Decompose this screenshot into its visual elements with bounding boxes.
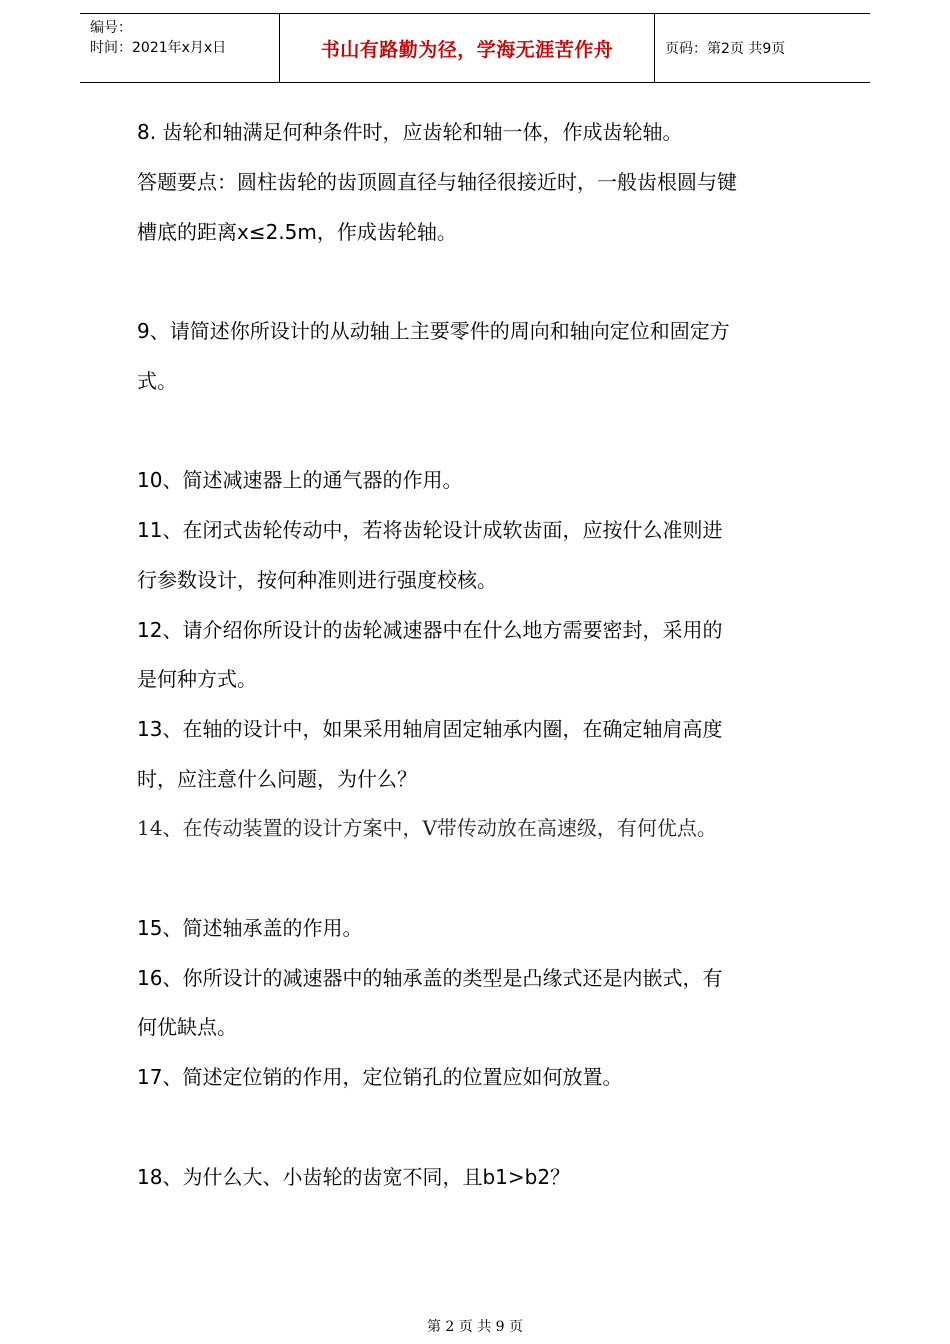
question-10-line: 10、简述减速器上的通气器的作用。 bbox=[137, 468, 463, 492]
question-12-line-2: 是何种方式。 bbox=[137, 667, 257, 691]
header-page-number: 页码：第2页 共9页 bbox=[665, 41, 786, 57]
header-motto-cell bbox=[280, 14, 655, 82]
question-8-line: 8. 齿轮和轴满足何种条件时，应齿轮和轴一体，作成齿轮轴。 bbox=[137, 120, 683, 144]
header-motto: 书山有路勤为径，学海无涯苦作舟 bbox=[320, 38, 614, 61]
footer-page-number: 第 2 页 共 9 页 bbox=[426, 1319, 524, 1335]
question-16-line-2: 何优缺点。 bbox=[137, 1015, 237, 1039]
question-17-line: 17、简述定位销的作用，定位销孔的位置应如何放置。 bbox=[137, 1065, 623, 1089]
page-footer bbox=[0, 1316, 950, 1336]
question-15-line: 15、简述轴承盖的作用。 bbox=[137, 916, 363, 940]
question-18-line: 18、为什么大、小齿轮的齿宽不同，且b1>b2？ bbox=[137, 1165, 571, 1189]
header-page-cell bbox=[655, 14, 870, 82]
document-number-label: 编号： bbox=[90, 20, 132, 36]
answer-8-line-1: 答题要点：圆柱齿轮的齿顶圆直径与轴径很接近时，一般齿根圆与键 bbox=[137, 170, 737, 194]
question-11-line-2: 行参数设计，按何种准则进行强度校核。 bbox=[137, 568, 497, 592]
question-12-line-1: 12、请介绍你所设计的齿轮减速器中在什么地方需要密封，采用的 bbox=[137, 618, 723, 642]
question-16-line-1: 16、你所设计的减速器中的轴承盖的类型是凸缘式还是内嵌式，有 bbox=[137, 966, 723, 990]
question-9-line-1: 9、请简述你所设计的从动轴上主要零件的周向和轴向定位和固定方 bbox=[137, 319, 730, 343]
question-9-line-2: 式。 bbox=[137, 369, 177, 393]
question-14-line: 14、在传动装置的设计方案中，V带传动放在高速级，有何优点。 bbox=[137, 816, 717, 840]
answer-8-line-2: 槽底的距离x≤2.5m，作成齿轮轴。 bbox=[137, 220, 457, 244]
question-11-line-1: 11、在闭式齿轮传动中，若将齿轮设计成软齿面，应按什么准则进 bbox=[137, 518, 723, 542]
document-date-label: 时间：2021年x月x日 bbox=[90, 40, 227, 56]
header-meta-cell bbox=[80, 14, 280, 82]
question-13-line-2: 时，应注意什么问题，为什么？ bbox=[137, 767, 417, 791]
question-13-line-1: 13、在轴的设计中，如果采用轴肩固定轴承内圈，在确定轴肩高度 bbox=[137, 717, 723, 741]
page-header bbox=[80, 13, 870, 83]
